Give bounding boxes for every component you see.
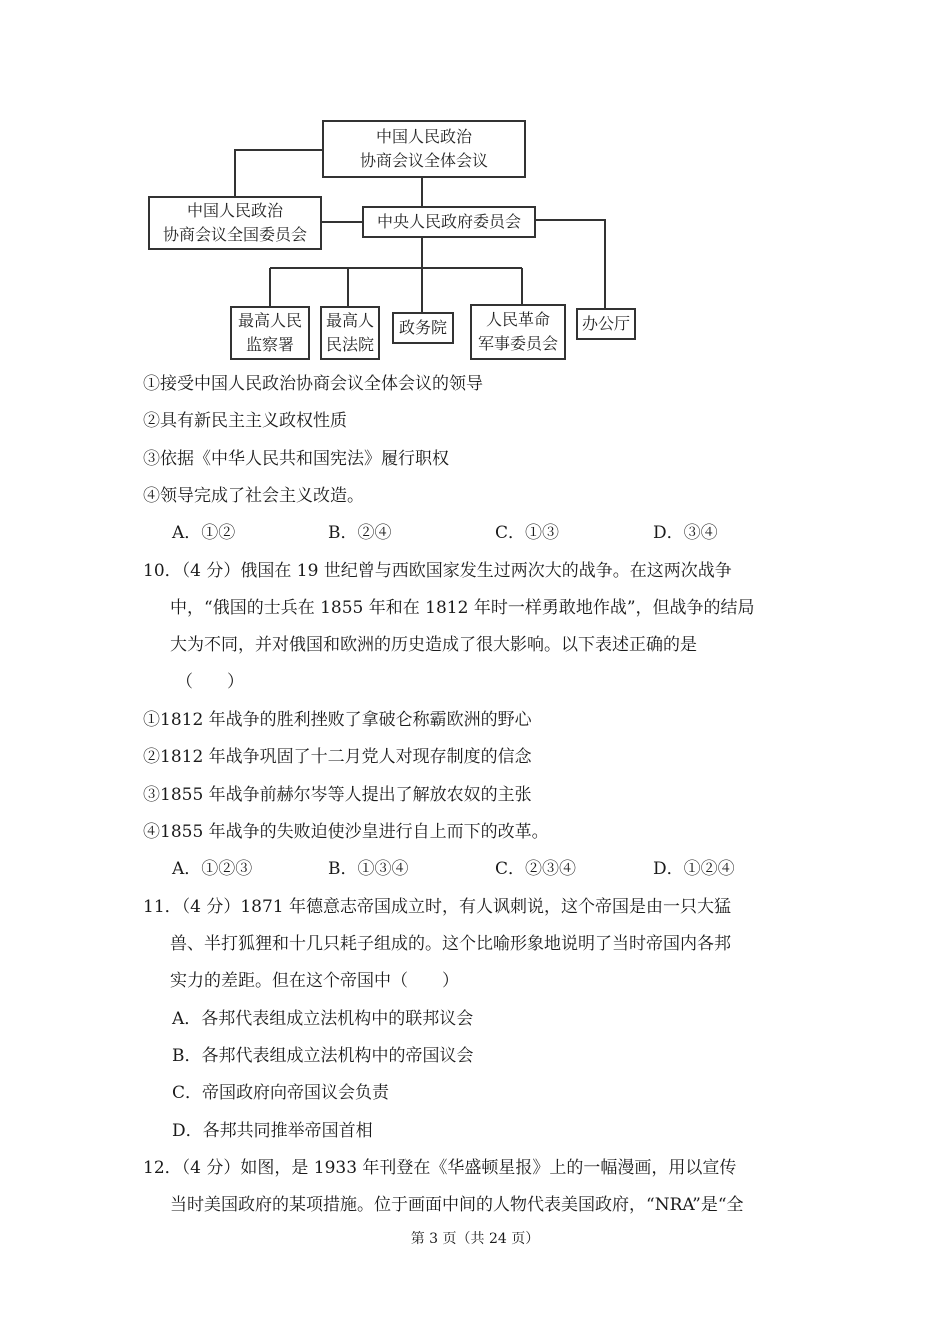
org-box-general-office	[576, 308, 636, 340]
org-box-label: 最高人民 监察署	[237, 311, 302, 354]
org-box-label: 人民革命 军事委员会	[477, 310, 558, 353]
q10-statement: ③1855 年战争前赫尔岑等人提出了解放农奴的主张	[143, 785, 532, 805]
q12-stem-line: 当时美国政府的某项措施。位于画面中间的人物代表美国政府，“NRA”是“全	[170, 1195, 744, 1215]
q10-statement: ①1812 年战争的胜利挫败了拿破仑称霸欧洲的野心	[143, 710, 532, 730]
q10-answer-blank: （ ）	[176, 672, 244, 692]
org-box-label: 中央人民政府委员会	[376, 212, 521, 231]
q11-stem-line: 兽、半打狐狸和十几只耗子组成的。这个比喻形象地说明了当时帝国内各邦	[170, 934, 731, 954]
q10-stem-line: 中，“俄国的士兵在 1855 年和在 1812 年时一样勇敢地作战”，但战争的结局	[170, 598, 755, 618]
org-box-label: 政务院	[398, 318, 447, 337]
org-box-label: 中国人民政治 协商会议全体会议	[359, 127, 488, 170]
q9-statement: ①接受中国人民政治协商会议全体会议的领导	[143, 374, 483, 394]
org-box-military-commission	[470, 304, 566, 360]
q10-option-c[interactable]: C．②③④	[495, 859, 577, 879]
org-box-government-council	[392, 312, 454, 344]
q11-option-a[interactable]: A．各邦代表组成立法机构中的联邦议会	[172, 1009, 474, 1029]
q9-statement: ②具有新民主主义政权性质	[143, 411, 347, 431]
q11-option-b[interactable]: B．各邦代表组成立法机构中的帝国议会	[172, 1046, 474, 1066]
q12-stem-line: 12．（4 分）如图，是 1933 年刊登在《华盛顿星报》上的一幅漫画，用以宣传	[143, 1158, 737, 1178]
q11-option-d[interactable]: D．各邦共同推举帝国首相	[172, 1121, 373, 1141]
q9-option-d[interactable]: D．③④	[653, 523, 718, 543]
q10-stem-line: 大为不同，并对俄国和欧洲的历史造成了很大影响。以下表述正确的是	[170, 635, 697, 655]
q10-option-a[interactable]: A．①②③	[172, 859, 253, 879]
org-box-central-government-committee	[362, 206, 536, 238]
q10-stem-line: 10．（4 分）俄国在 19 世纪曾与西欧国家发生过两次大的战争。在这两次战争	[143, 561, 732, 581]
org-chart	[140, 110, 640, 370]
page-footer: 第 3 页（共 24 页）	[410, 1231, 540, 1247]
q10-option-d[interactable]: D．①②④	[653, 859, 735, 879]
q9-option-b[interactable]: B．②④	[328, 523, 392, 543]
org-box-supreme-court	[320, 306, 380, 360]
q10-statement: ④1855 年战争的失败迫使沙皇进行自上而下的改革。	[143, 822, 549, 842]
q9-option-c[interactable]: C．①③	[495, 523, 560, 543]
q11-stem-line: 实力的差距。但在这个帝国中（ ）	[170, 971, 459, 991]
org-box-cppcc-plenary	[322, 120, 526, 178]
org-box-label: 办公厅	[581, 314, 630, 333]
q10-option-b[interactable]: B．①③④	[328, 859, 409, 879]
q9-statement: ③依据《中华人民共和国宪法》履行职权	[143, 449, 449, 469]
org-box-label: 最高人 民法院	[325, 311, 374, 354]
org-box-cppcc-national-committee	[148, 196, 322, 250]
q11-stem-line: 11．（4 分）1871 年德意志帝国成立时，有人讽刺说，这个帝国是由一只大猛	[143, 897, 732, 917]
connector-top-to-left	[235, 150, 322, 196]
q10-statement: ②1812 年战争巩固了十二月党人对现存制度的信念	[143, 747, 532, 767]
q11-option-c[interactable]: C．帝国政府向帝国议会负责	[172, 1083, 390, 1103]
org-box-procuratorate	[230, 306, 310, 360]
q9-statement: ④领导完成了社会主义改造。	[143, 486, 364, 506]
connector-center-to-office	[536, 220, 605, 308]
org-box-label: 中国人民政治 协商会议全国委员会	[162, 201, 307, 244]
q9-option-a[interactable]: A．①②	[172, 523, 236, 543]
